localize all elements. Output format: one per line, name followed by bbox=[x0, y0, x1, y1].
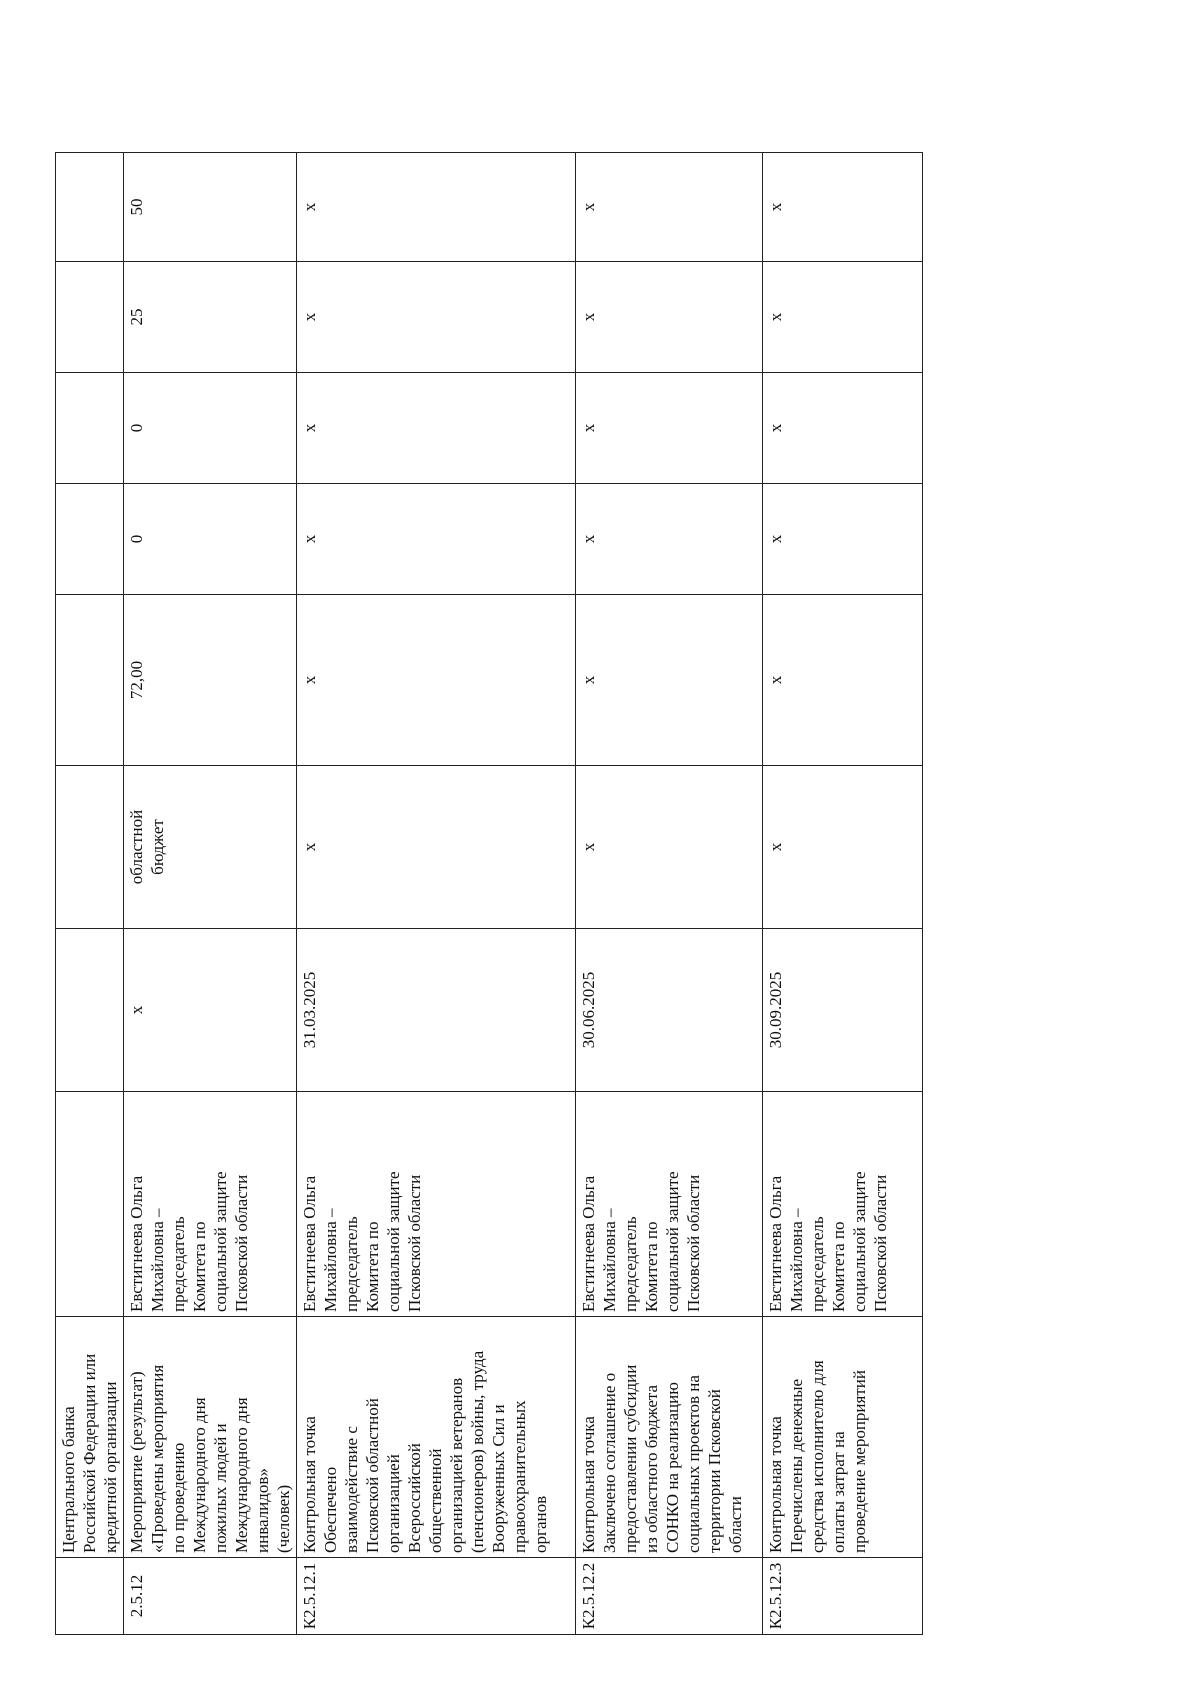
cell-name: Мероприятие (результат) «Проведены мероприятия по проведению Международного дня пожилых людей и Международного дня инвалидов» (человек) bbox=[124, 1317, 297, 1558]
cell-responsible: Евстигнеева Ольга Михайловна – председатель Комитета по социальной защите Псковской области bbox=[297, 1092, 576, 1317]
cell-volume: x bbox=[763, 595, 923, 766]
cell-date: 30.09.2025 bbox=[763, 929, 923, 1092]
cell-volume: 72,00 bbox=[124, 595, 297, 766]
cell-value-4 bbox=[56, 153, 124, 262]
cell-volume bbox=[56, 595, 124, 766]
cell-value-2: x bbox=[297, 373, 576, 484]
cell-value-2: x bbox=[763, 373, 923, 484]
cell-value-3: x bbox=[576, 262, 763, 373]
cell-number bbox=[56, 1558, 124, 1635]
cell-value-1: x bbox=[763, 484, 923, 595]
cell-number: 2.5.12 bbox=[124, 1558, 297, 1635]
cell-name: Контрольная точка Перечислены денежные средства исполнителю для оплаты затрат на проведение мероприятий bbox=[763, 1317, 923, 1558]
cell-value-1: x bbox=[576, 484, 763, 595]
cell-value-4: x bbox=[763, 153, 923, 262]
cell-name: Контрольная точка Обеспечено взаимодействие с Псковской областной организацией Всероссийской общественной организацией ветеранов (пенсионеров) войны, труда Вооруженных Сил и правоохранительных органов bbox=[297, 1317, 576, 1558]
cell-number: К2.5.12.1 bbox=[297, 1558, 576, 1635]
cell-value-3: 25 bbox=[124, 262, 297, 373]
cell-source: областной бюджет bbox=[124, 766, 297, 929]
cell-responsible: Евстигнеева Ольга Михайловна – председатель Комитета по социальной защите Псковской области bbox=[576, 1092, 763, 1317]
cell-value-1 bbox=[56, 484, 124, 595]
cell-value-3: x bbox=[297, 262, 576, 373]
table-row bbox=[763, 153, 923, 1635]
cell-responsible: Евстигнеева Ольга Михайловна – председатель Комитета по социальной защите Псковской области bbox=[124, 1092, 297, 1317]
cell-value-2: 0 bbox=[124, 373, 297, 484]
cell-volume: x bbox=[297, 595, 576, 766]
cell-volume: x bbox=[576, 595, 763, 766]
table-row bbox=[56, 153, 124, 1635]
cell-name: Центрального банка Российской Федерации или кредитной организации bbox=[56, 1317, 124, 1558]
cell-date: 30.06.2025 bbox=[576, 929, 763, 1092]
cell-value-4: x bbox=[576, 153, 763, 262]
cell-date: 31.03.2025 bbox=[297, 929, 576, 1092]
cell-source: x bbox=[297, 766, 576, 929]
cell-responsible bbox=[56, 1092, 124, 1317]
cell-value-2 bbox=[56, 373, 124, 484]
table-row bbox=[297, 153, 576, 1635]
cell-source: x bbox=[763, 766, 923, 929]
cell-value-4: 50 bbox=[124, 153, 297, 262]
plan-table bbox=[55, 152, 923, 1635]
cell-value-1: 0 bbox=[124, 484, 297, 595]
cell-date bbox=[56, 929, 124, 1092]
table-row bbox=[124, 153, 297, 1635]
cell-value-4: x bbox=[297, 153, 576, 262]
cell-source: x bbox=[576, 766, 763, 929]
cell-name: Контрольная точка Заключено соглашение о предоставлении субсидии из областного бюджета СОНКО на реализацию социальных проектов на территории Псковской области bbox=[576, 1317, 763, 1558]
table-row bbox=[576, 153, 763, 1635]
cell-value-3: x bbox=[763, 262, 923, 373]
cell-number: К2.5.12.2 bbox=[576, 1558, 763, 1635]
cell-value-2: x bbox=[576, 373, 763, 484]
cell-date: x bbox=[124, 929, 297, 1092]
cell-value-3 bbox=[56, 262, 124, 373]
cell-number: К2.5.12.3 bbox=[763, 1558, 923, 1635]
cell-value-1: x bbox=[297, 484, 576, 595]
cell-responsible: Евстигнеева Ольга Михайловна – председатель Комитета по социальной защите Псковской области bbox=[763, 1092, 923, 1317]
cell-source bbox=[56, 766, 124, 929]
